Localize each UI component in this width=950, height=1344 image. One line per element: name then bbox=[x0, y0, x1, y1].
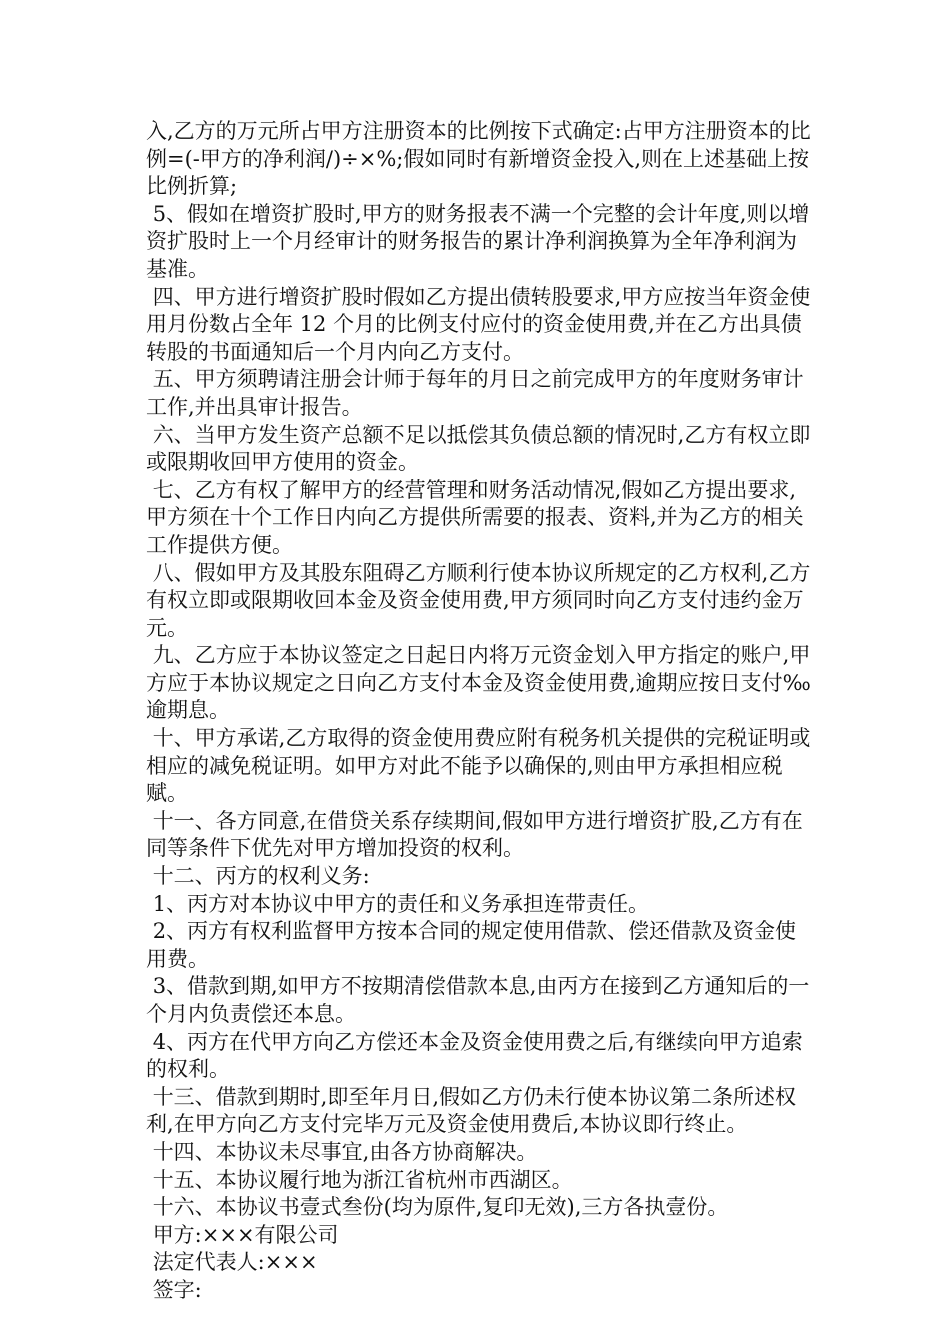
signature-line: 签字: bbox=[146, 1277, 202, 1302]
paragraph-clause-14: 十四、本协议未尽事宜,由各方协商解决。 bbox=[146, 1139, 538, 1164]
paragraph-capital-ratio: 入,乙方的万元所占甲方注册资本的比例按下式确定:占甲方注册资本的比例=(-甲方的净利润/)÷×%;假如同时有新增资金投入,则在上述基础上按比例折算; bbox=[146, 119, 811, 199]
paragraph-clause-11: 十一、各方同意,在借贷关系存续期间,假如甲方进行增资扩股,乙方有在同等条件下优先对甲方增加投资的权利。 bbox=[146, 808, 803, 861]
document-body bbox=[146, 118, 814, 1305]
paragraph-clause-8: 八、假如甲方及其股东阻碍乙方顺利行使本协议所规定的乙方权利,乙方有权立即或限期收回本金及资金使用费,甲方须同时向乙方支付违约金万元。 bbox=[146, 560, 811, 640]
paragraph-clause-4: 四、甲方进行增资扩股时假如乙方提出债转股要求,甲方应按当年资金使用月份数占全年 12 个月的比例支付应付的资金使用费,并在乙方出具债转股的书面通知后一个月内向乙方支付。 bbox=[146, 284, 811, 364]
legal-representative-line: 法定代表人:××× bbox=[146, 1250, 318, 1275]
paragraph-clause-12-item-4: 4、丙方在代甲方向乙方偿还本金及资金使用费之后,有继续向甲方追索的权利。 bbox=[146, 1029, 803, 1082]
paragraph-clause-10: 十、甲方承诺,乙方取得的资金使用费应附有税务机关提供的完税证明或相应的减免税证明。如甲方对此不能予以确保的,则由甲方承担相应税赋。 bbox=[146, 726, 811, 806]
party-a-line: 甲方:×××有限公司 bbox=[146, 1222, 339, 1247]
paragraph-clause-13: 十三、借款到期时,即至年月日,假如乙方仍未行使本协议第二条所述权利,在甲方向乙方支付完毕万元及资金使用费后,本协议即行终止。 bbox=[146, 1084, 797, 1137]
paragraph-clause-7: 七、乙方有权了解甲方的经营管理和财务活动情况,假如乙方提出要求,甲方须在十个工作日内向乙方提供所需要的报表、资料,并为乙方的相关工作提供方便。 bbox=[146, 477, 804, 557]
paragraph-clause-12-item-3: 3、借款到期,如甲方不按期清偿借款本息,由丙方在接到乙方通知后的一个月内负责偿还本息。 bbox=[146, 974, 810, 1026]
paragraph-clause-12-item-1: 1、丙方对本协议中甲方的责任和义务承担连带责任。 bbox=[146, 891, 650, 916]
paragraph-clause-16: 十六、本协议书壹式叁份(均为原件,复印无效),三方各执壹份。 bbox=[146, 1195, 729, 1220]
paragraph-clause-12-heading: 十二、丙方的权利义务: bbox=[146, 864, 370, 889]
paragraph-clause-6: 六、当甲方发生资产总额不足以抵偿其负债总额的情况时,乙方有权立即或限期收回甲方使用的资金。 bbox=[146, 422, 811, 475]
paragraph-clause-5: 五、甲方须聘请注册会计师于每年的月日之前完成甲方的年度财务审计工作,并出具审计报告。 bbox=[146, 367, 804, 419]
paragraph-clause-15: 十五、本协议履行地为浙江省杭州市西湖区。 bbox=[146, 1167, 573, 1192]
paragraph-clause-9: 九、乙方应于本协议签定之日起日内将万元资金划入甲方指定的账户,甲方应于本协议规定之日向乙方支付本金及资金使用费,逾期应按日支付‰逾期息。 bbox=[146, 643, 811, 723]
paragraph-item-5: 5、假如在增资扩股时,甲方的财务报表不满一个完整的会计年度,则以增资扩股时上一个月经审计的财务报告的累计净利润换算为全年净利润为基准。 bbox=[146, 201, 810, 281]
paragraph-clause-12-item-2: 2、丙方有权利监督甲方按本合同的规定使用借款、偿还借款及资金使用费。 bbox=[146, 919, 797, 971]
